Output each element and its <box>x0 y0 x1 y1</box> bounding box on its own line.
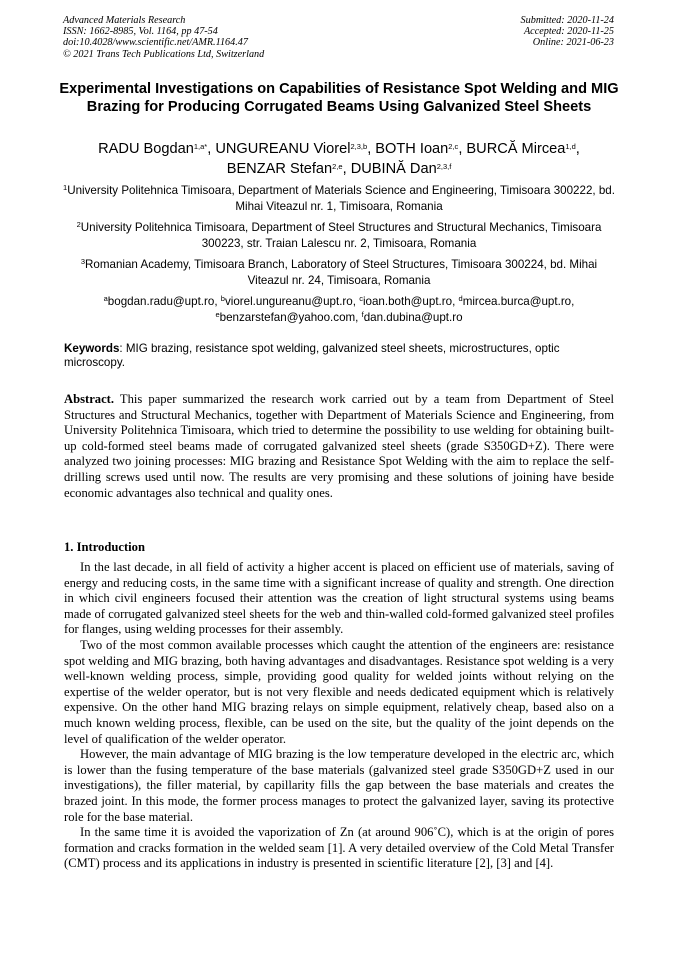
affiliation-3 <box>60 257 618 290</box>
affiliation-1 <box>60 183 618 216</box>
author-sup: 2,e <box>332 162 343 171</box>
author-sup: 1,d <box>565 142 576 151</box>
email-sup: a <box>103 294 108 303</box>
email-link[interactable]: dan.dubina@upt.ro <box>363 311 463 325</box>
author-name: BENZAR Stefan <box>226 161 333 177</box>
affiliation-2 <box>60 220 618 253</box>
affiliation-text: Romanian Academy, Timisoara Branch, Laboratory of Steel Structures, Timisoara 300224, bd. Mihai Viteazul nr. 24, Timisoara, Romania <box>85 258 598 288</box>
section-heading: 1. Introduction <box>64 540 145 554</box>
keywords-block <box>64 342 614 370</box>
email-link[interactable]: ioan.both@upt.ro <box>362 295 453 308</box>
affiliation-text: University Politehnica Timisoara, Department of Steel Structures and Structural Mechanics, Timisoara 300223, str. Traian Lalescu nr. 2, Timisoara, Romania <box>80 221 602 251</box>
author-name: DUBINĂ Dan <box>350 161 437 177</box>
paragraph: In the last decade, in all field of activity a higher accent is placed on efficient use of materials, saving of energy and reducing costs, in the same time with a significant increase of quality and strength. One direction in which civil engineers focused their attention was the creation of light structural systems using beams made of corrugated galvanized steel sheets for the web and thin-walled cold-formed galvanized steel profiles for flanges, using welding processes for their assembly. <box>64 560 614 637</box>
paragraph: Two of the most common available processes which caught the attention of the engineers are: resistance spot welding and MIG brazing, both having advantages and disadvantages. Resistance spot welding is a very well-known welding process, simple, providing good quality for welded joints without relying on the expertise of the welder operator, but is not very flexible and needs dedicated equipment which is relatively expensive. On the other hand MIG brazing relays on simple equipment, relatively cheap, based also on a much known welding process, flexible, can be used on the site, but the quality of the joint depends on the level of qualification of the welder operator. <box>64 637 614 746</box>
introduction-body <box>64 560 614 872</box>
affiliation-sup: 1 <box>63 183 68 192</box>
author-name: UNGUREANU Viorel <box>215 141 351 157</box>
doi-line: doi:10.4028/www.scientific.net/AMR.1164.47 <box>63 37 248 49</box>
email-link[interactable]: mircea.burca@upt.ro <box>462 295 572 308</box>
paper-title: Experimental Investigations on Capabilities of Resistance Spot Welding and MIG Brazing for Producing Corrugated Beams Using Galvanized Steel Sheets <box>59 81 619 116</box>
email-sup: e <box>215 310 220 320</box>
accepted-date: Accepted: 2020-11-25 <box>523 26 614 38</box>
email-list: $^a$bogdan.radu@upt.ro, $^b$viorel.ungureanu@upt.ro, $^c$ioan.both@upt.ro, $^d$mircea.burca@upt.ro, $^e$benzarstefan@yahoo.com, $^f$dan.dubina@upt.ro <box>103 294 575 325</box>
email-sup: f <box>361 310 364 320</box>
author-name: BOTH Ioan <box>375 141 449 157</box>
author-sup: 2,c <box>448 142 459 151</box>
dates-info <box>521 15 614 49</box>
keywords-text: : MIG brazing, resistance spot welding, galvanized steel sheets, microstructures, optic microscopy. <box>64 342 560 370</box>
author-sup: 2,3,f <box>436 162 452 171</box>
journal-info <box>63 15 264 60</box>
email-sup: b <box>220 294 225 303</box>
author-name: BURCĂ Mircea <box>466 141 566 157</box>
affiliation-sup: 2 <box>76 220 81 229</box>
journal-name: Advanced Materials Research <box>63 15 186 26</box>
affiliation-sup: 3 <box>80 257 86 266</box>
author-name: RADU Bogdan <box>98 141 194 157</box>
keywords-label: Keywords <box>64 342 120 355</box>
paragraph: In the same time it is avoided the vaporization of Zn (at around 906˚C), which is at the origin of pores formation and cracks formation in the welded seam [1]. A very detailed overview of the Cold Metal Transfer (CMT) process and its applications in industry is presented in scientific literature [2], [3] and [4]. <box>64 825 614 871</box>
email-link[interactable]: bogdan.radu@upt.ro <box>107 295 215 308</box>
online-date: Online: 2021-06-23 <box>532 37 614 49</box>
email-sup: c <box>359 294 363 303</box>
email-link[interactable]: benzarstefan@yahoo.com <box>219 311 356 325</box>
abstract-text: This paper summarized the research work carried out by a team from Department of Steel Structures and Structural Mechanics, together with Department of Materials Science and Engineering, from University Politehnica Timisoara, which tried to determine the possibility to use welding for obtaining built-up cold-formed steel beams made of corrugated galvanized steel sheets (grade S350GD+Z). There were analyzed two joining processes: MIG brazing and Resistance Spot Welding with the aim to replace the self-drilling screws used until now. The results are very promising and these solutions of joining have beside economic advantages also technical and quality ones. <box>64 392 614 500</box>
affiliation-text: University Politehnica Timisoara, Department of Materials Science and Engineering, Timisoara 300222, bd. Mihai Viteazul nr. 1, Timisoara, Romania <box>67 184 615 214</box>
copyright-line: © 2021 Trans Tech Publications Ltd, Switzerland <box>63 48 265 60</box>
author-list: RADU Bogdan$^{1,a*}$, UNGUREANU Viorel$^{2,3,b}$, BOTH Ioan$^{2,c}$, BURCĂ Mircea$^{1,d}$, BENZAR Stefan$^{2,e}$, DUBINĂ Dan$^{2,3,f}$ <box>98 141 580 177</box>
abstract-label: Abstract. <box>64 392 115 406</box>
email-sup: d <box>458 294 463 303</box>
author-sup: 1,a* <box>193 142 208 151</box>
author-sup: 2,3,b <box>350 142 368 151</box>
email-link[interactable]: viorel.ungureanu@upt.ro <box>224 295 353 308</box>
submitted-date: Submitted: 2020-11-24 <box>520 15 614 26</box>
paragraph: However, the main advantage of MIG brazing is the low temperature developed in the electric arc, which is lower than the fusing temperature of the base materials (galvanized steel grade S350GD+Z used in our investigations), the filler material, by capillarity fills the gap between the base materials and creates the brazed joint. In this mode, the former process manages to protect the galvanized layer, saving its protective role for the base material. <box>64 747 614 824</box>
abstract-block <box>64 392 614 501</box>
issn-line: ISSN: 1662-8985, Vol. 1164, pp 47-54 <box>63 26 218 38</box>
